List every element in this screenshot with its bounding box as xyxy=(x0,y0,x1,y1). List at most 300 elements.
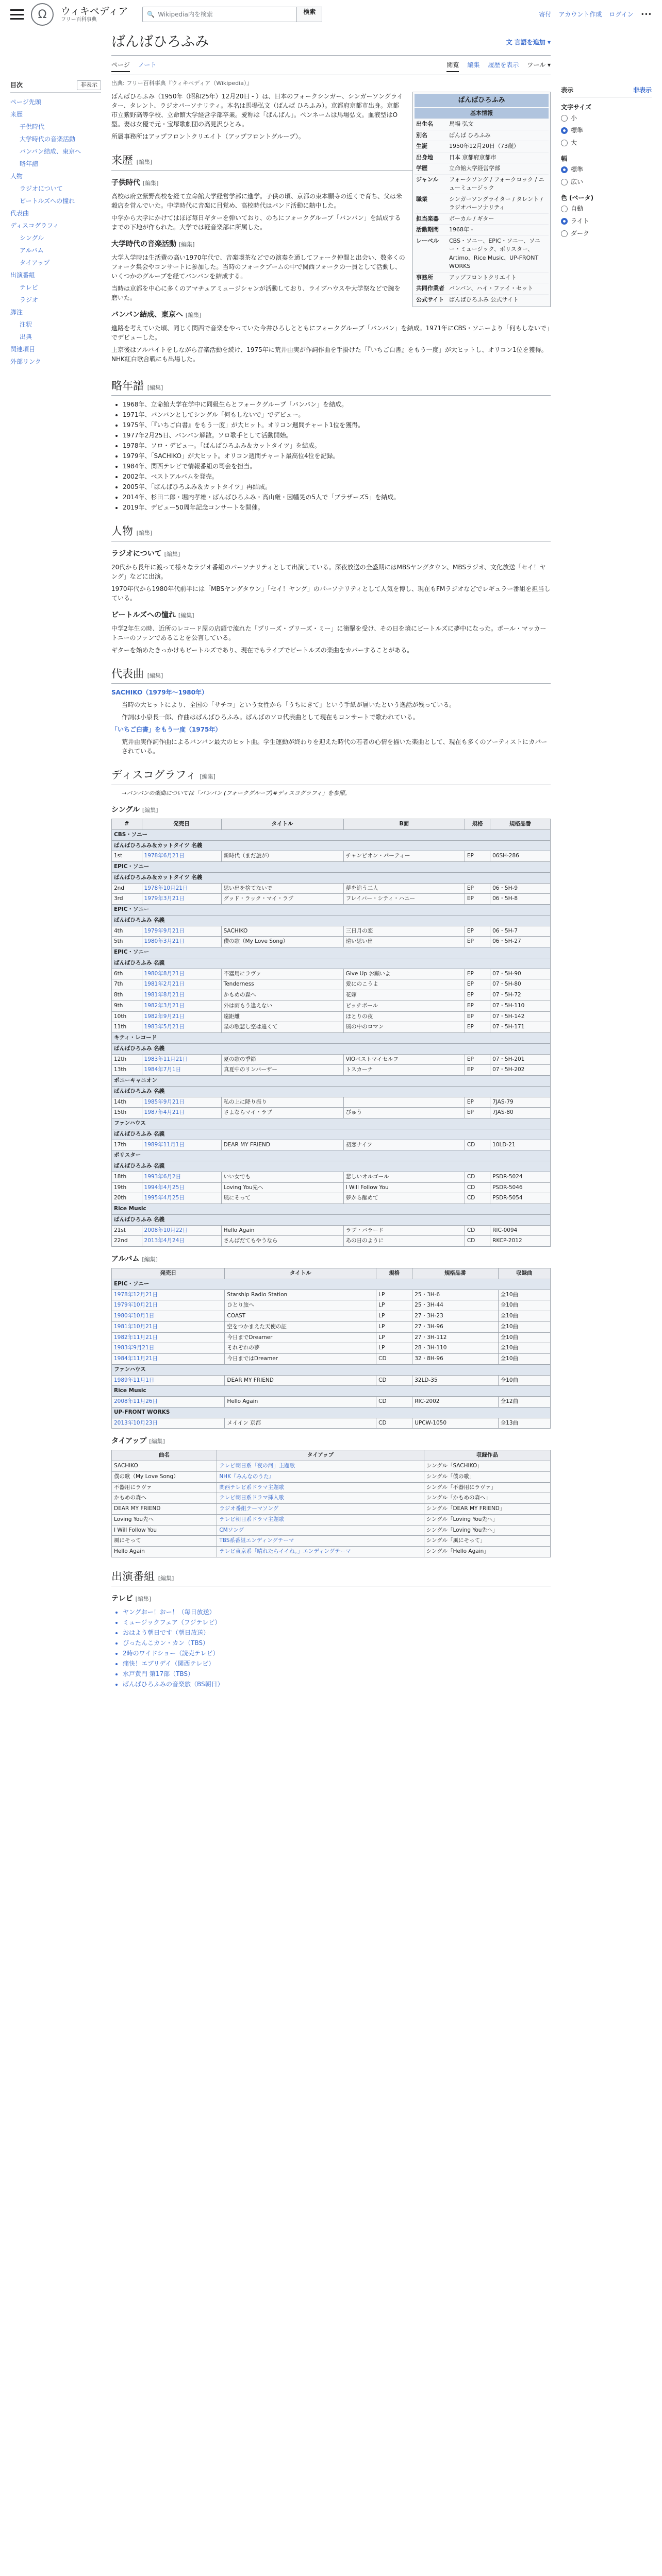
table-cell[interactable]: 関西テレビ系ドラマ主題歌 xyxy=(217,1482,424,1493)
table-cell[interactable]: 1978年6月21日 xyxy=(142,851,221,862)
search-button[interactable]: 検索 xyxy=(297,7,322,22)
chronology-list xyxy=(123,400,551,512)
paragraph: ギターを始めたきっかけもビートルズであり、現在でもライブでビートルズの楽曲をカバーすることがある。 xyxy=(111,646,413,654)
table-cell[interactable]: 1982年11月21日 xyxy=(112,1332,225,1343)
table-cell: 全10曲 xyxy=(498,1290,550,1300)
table-cell[interactable]: 新時代（まだ旅が） xyxy=(221,851,343,862)
radio-label: 大 xyxy=(571,139,577,146)
toc-item[interactable]: 略年譜 xyxy=(20,160,39,167)
toc-item[interactable]: ラジオについて xyxy=(20,184,63,192)
table-cell: 全10曲 xyxy=(498,1343,550,1354)
table-cell: シングル「Loving You先へ」 xyxy=(424,1525,550,1536)
column-header: 発売日 xyxy=(142,819,221,830)
table-cell: 19th xyxy=(112,1182,142,1193)
radio-option[interactable] xyxy=(561,202,652,215)
table-cell[interactable]: 不器用にラヴァ xyxy=(221,969,343,979)
toc-item[interactable]: ビートルズへの憧れ xyxy=(20,197,75,205)
table-cell[interactable]: 1981年8月21日 xyxy=(142,990,221,1001)
infobox-value: ボーカル / ギター xyxy=(449,215,494,222)
table-cell: 07・5H-171 xyxy=(490,1022,551,1033)
label-cell[interactable]: EPIC・ソニー xyxy=(112,1279,551,1290)
table-cell[interactable]: Tenderness xyxy=(221,979,343,990)
subsection-heading: ビートルズへの憧れ [編集] xyxy=(111,611,194,619)
table-cell[interactable]: 1987年4月21日 xyxy=(142,1108,221,1118)
table-cell[interactable]: 1994年4月25日 xyxy=(142,1182,221,1193)
table-cell[interactable]: 1983年11月21日 xyxy=(142,1054,221,1065)
label-cell[interactable]: CBS・ソニー xyxy=(112,829,551,840)
label-row xyxy=(112,1033,551,1044)
table-row xyxy=(112,1022,551,1033)
table-cell: CD xyxy=(465,1193,490,1204)
table-cell[interactable]: 1979年10月21日 xyxy=(112,1300,225,1311)
radio-option[interactable] xyxy=(561,163,652,176)
table-cell: EP xyxy=(465,979,490,990)
table-cell: EP xyxy=(465,969,490,979)
infobox-row xyxy=(415,224,549,235)
radio-option[interactable] xyxy=(561,227,652,240)
label-cell[interactable]: ファンハウス xyxy=(112,1364,551,1375)
table-cell[interactable]: 1993年6月2日 xyxy=(142,1172,221,1182)
create-account-link[interactable]: アカウント作成 xyxy=(558,11,602,18)
table-cell[interactable]: 1982年3月21日 xyxy=(142,1001,221,1011)
table-cell[interactable]: グッド・ラック・マイ・ラブ xyxy=(221,894,343,905)
song-heading[interactable]: 「いちご白書」をもう一度（1975年） xyxy=(111,726,222,733)
column-header: タイトル xyxy=(221,819,343,830)
table-cell[interactable]: かもめの森へ xyxy=(221,990,343,1001)
table-cell: 3rd xyxy=(112,894,142,905)
toc-item[interactable]: 関連項目 xyxy=(10,345,36,353)
table-cell: 14th xyxy=(112,1097,142,1108)
toc-item[interactable]: ページ先頭 xyxy=(10,98,41,106)
table-cell[interactable]: TBS系番組エンディングテーマ xyxy=(217,1536,424,1547)
list-item[interactable]: • 水戸黄門 第17部（TBS） xyxy=(123,1669,551,1679)
table-cell: 32・8H-96 xyxy=(412,1354,498,1365)
subsection-heading: シングル [編集] xyxy=(111,806,158,814)
table-cell[interactable]: 空をつかまえた天使の証 xyxy=(225,1321,376,1332)
radio-button[interactable] xyxy=(561,230,568,237)
tab-edit[interactable]: 編集 xyxy=(467,61,480,69)
radio-label: 自動 xyxy=(571,205,584,212)
label-row xyxy=(112,1161,551,1172)
table-cell[interactable]: 私の上に降り振り xyxy=(221,1097,343,1108)
table-cell: 21st xyxy=(112,1225,142,1236)
table-cell[interactable]: それぞれの夢 xyxy=(225,1343,376,1354)
table-cell: CD xyxy=(376,1354,412,1365)
user-tools xyxy=(539,10,652,19)
table-cell[interactable]: 1989年11月1日 xyxy=(142,1140,221,1150)
infobox-key: 出身地 xyxy=(416,154,433,161)
tab-tools[interactable]: ツール ▾ xyxy=(527,61,551,69)
list-item[interactable]: • おはよう朝日です（朝日放送） xyxy=(123,1628,551,1637)
table-cell[interactable]: 僕の歌（My Love Song） xyxy=(221,937,343,947)
main-menu-icon[interactable] xyxy=(10,9,24,20)
table-cell[interactable]: 真夏中のリンバーザー xyxy=(221,1065,343,1076)
table-cell: 2nd xyxy=(112,883,142,894)
edit-link[interactable]: [編集] xyxy=(135,1596,152,1603)
table-cell: UPCW-1050 xyxy=(412,1418,498,1429)
toc-item[interactable]: ディスコグラフィ xyxy=(10,222,59,229)
radio-label: 小 xyxy=(571,114,577,122)
label-row xyxy=(112,840,551,851)
edit-link[interactable]: [編集] xyxy=(158,1574,174,1582)
edit-link[interactable]: [編集] xyxy=(178,241,195,248)
table-cell: LP xyxy=(376,1332,412,1343)
table-cell[interactable]: さよならマイ・ラブ xyxy=(221,1108,343,1118)
toc-item[interactable]: 脚注 xyxy=(10,308,23,316)
table-cell[interactable]: 2013年10月23日 xyxy=(112,1418,225,1429)
edit-link[interactable]: [編集] xyxy=(147,384,163,391)
table-cell[interactable]: 1982年9月21日 xyxy=(142,1011,221,1022)
radio-button[interactable] xyxy=(561,218,568,225)
tab-talk[interactable]: ノート xyxy=(138,61,157,69)
label-row xyxy=(112,947,551,958)
table-row xyxy=(112,1182,551,1193)
tab-page[interactable]: ページ xyxy=(111,60,130,72)
table-cell: 10LD-21 xyxy=(490,1140,551,1150)
toc-item[interactable]: バンバン結成、東京へ xyxy=(20,147,81,155)
table-cell: 07・5H-90 xyxy=(490,969,551,979)
table-cell[interactable]: CMソング xyxy=(217,1525,424,1536)
list-item[interactable]: • 痛快！エブリデイ（関西テレビ） xyxy=(123,1659,551,1668)
table-cell[interactable]: 1984年7月1日 xyxy=(142,1065,221,1076)
list-item: • 2005年、「ばんばひろふみ＆カットタイツ」再結成。 xyxy=(123,482,551,492)
label-row xyxy=(112,1043,551,1054)
table-cell: シングル「Loving You先へ」 xyxy=(424,1514,550,1525)
donate-link[interactable]: 寄付 xyxy=(539,11,552,18)
infobox-value: ばんば ひろふみ xyxy=(449,131,491,139)
edit-link[interactable]: [編集] xyxy=(142,807,158,814)
label-cell[interactable]: ばんばひろふみ＆カットタイツ 名義 xyxy=(112,872,551,883)
table-cell[interactable]: 1983年9月21日 xyxy=(112,1343,225,1354)
infobox-row xyxy=(415,283,549,294)
infobox-row xyxy=(415,235,549,272)
toc-item[interactable]: 来歴 xyxy=(10,110,23,118)
toc-item[interactable]: 注釈 xyxy=(20,320,32,328)
tab-read[interactable]: 閲覧 xyxy=(446,60,459,72)
radio-option[interactable] xyxy=(561,215,652,227)
table-cell[interactable]: 1980年3月21日 xyxy=(142,937,221,947)
table-cell: 6th xyxy=(112,969,142,979)
label-row xyxy=(112,1118,551,1129)
site-header xyxy=(0,0,662,29)
toc-item[interactable]: タイアップ xyxy=(20,259,50,266)
table-cell: EP xyxy=(465,1054,490,1065)
table-cell[interactable]: 1980年10月1日 xyxy=(112,1311,225,1322)
table-cell[interactable]: DEAR MY FRIEND xyxy=(225,1375,376,1386)
table-cell[interactable]: 外は雨もう逢えない xyxy=(221,1001,343,1011)
table-cell: 5th xyxy=(112,937,142,947)
song-heading[interactable]: SACHIKO（1979年〜1980年） xyxy=(111,689,208,696)
search-input[interactable] xyxy=(142,7,297,22)
toc-item[interactable]: 出典 xyxy=(20,333,32,341)
edit-link[interactable]: [編集] xyxy=(147,672,163,679)
table-cell[interactable]: テレビ東京系「晴れたらイイね。」エンディングテーマ xyxy=(217,1547,424,1557)
column-header: 曲名 xyxy=(112,1450,217,1461)
table-cell: CD xyxy=(376,1375,412,1386)
table-cell: RIC-0094 xyxy=(490,1225,551,1236)
toc-item[interactable]: テレビ xyxy=(20,283,38,291)
table-cell: 全10曲 xyxy=(498,1311,550,1322)
table-cell: Hello Again xyxy=(112,1547,217,1557)
edit-link[interactable]: [編集] xyxy=(200,773,216,780)
table-cell: 全10曲 xyxy=(498,1354,550,1365)
table-row xyxy=(112,1343,551,1354)
label-cell[interactable]: Rice Music xyxy=(112,1204,551,1215)
table-cell: ほとりの夜 xyxy=(343,1011,465,1022)
table-cell[interactable]: 遠距離 xyxy=(221,1011,343,1022)
table-cell: RKCP-2012 xyxy=(490,1236,551,1247)
table-cell: 遠い思い出 xyxy=(343,937,465,947)
table-row xyxy=(112,1290,551,1300)
label-cell[interactable]: EPIC・ソニー xyxy=(112,862,551,873)
table-cell[interactable]: 今日までDreamer xyxy=(225,1332,376,1343)
label-cell[interactable]: ばんばひろふみ 名義 xyxy=(112,958,551,969)
toc-item[interactable]: 代表曲 xyxy=(10,209,29,217)
table-cell[interactable]: COAST xyxy=(225,1311,376,1322)
toc-item[interactable]: 子供時代 xyxy=(20,123,45,130)
paragraph: 作詞は小泉長一郎、作曲はばんばひろふみ。ばんばのソロ代表曲として現在もコンサートで歌われている。 xyxy=(122,714,419,721)
list-item: • 1979年、「SACHIKO」が大ヒット。オリコン週間チャート最高位4位を記録。 xyxy=(123,451,551,461)
table-cell: 07・5H-80 xyxy=(490,979,551,990)
table-cell[interactable]: ラジオ番組テーマソング xyxy=(217,1504,424,1515)
radio-button[interactable] xyxy=(561,166,568,173)
label-cell[interactable]: EPIC・ソニー xyxy=(112,947,551,958)
table-cell: 7JAS-80 xyxy=(490,1108,551,1118)
label-cell[interactable]: ばんばひろふみ 名義 xyxy=(112,1161,551,1172)
table-cell[interactable]: 風にそって xyxy=(221,1193,343,1204)
label-cell[interactable]: ファンハウス xyxy=(112,1118,551,1129)
tab-history[interactable]: 履歴を表示 xyxy=(488,61,519,69)
table-cell[interactable]: 夏の歌の季節 xyxy=(221,1054,343,1065)
table-cell: 15th xyxy=(112,1108,142,1118)
table-cell: シングル「僕の歌」 xyxy=(424,1471,550,1482)
subsection-heading: 子供時代 [編集] xyxy=(111,178,159,187)
table-cell[interactable]: 1979年9月21日 xyxy=(142,926,221,937)
label-cell[interactable]: ばんばひろふみ 名義 xyxy=(112,1129,551,1140)
table-row xyxy=(112,1097,551,1108)
table-cell[interactable]: テレビ朝日系ドラマ挿入歌 xyxy=(217,1493,424,1504)
edit-link[interactable]: [編集] xyxy=(149,1438,165,1445)
table-cell: 全10曲 xyxy=(498,1375,550,1386)
table-cell[interactable]: 星の歌悲し空は遠くて xyxy=(221,1022,343,1033)
toc-item[interactable]: 出演番組 xyxy=(10,271,36,279)
radio-button[interactable] xyxy=(561,206,568,212)
table-row xyxy=(112,883,551,894)
radio-option[interactable] xyxy=(561,176,652,188)
radio-button[interactable] xyxy=(561,115,568,122)
table-cell[interactable]: テレビ朝日系「夜の河」主題歌 xyxy=(217,1461,424,1472)
list-item: • 1971年、バンバンとしてシングル「何もしないで」でデビュー。 xyxy=(123,410,551,419)
table-row xyxy=(112,1375,551,1386)
table-cell[interactable]: 1980年8月21日 xyxy=(142,969,221,979)
table-cell[interactable]: NHK『みんなのうた』 xyxy=(217,1471,424,1482)
table-cell: EP xyxy=(465,1065,490,1076)
table-cell[interactable]: Starship Radio Station xyxy=(225,1290,376,1300)
radio-option[interactable] xyxy=(561,124,652,137)
table-row xyxy=(112,1225,551,1236)
table-cell[interactable]: 2008年11月26日 xyxy=(112,1397,225,1408)
table-cell[interactable]: 2008年10月22日 xyxy=(142,1225,221,1236)
table-cell: EP xyxy=(465,1108,490,1118)
table-cell: 愛にのこうよ xyxy=(343,979,465,990)
table-of-contents xyxy=(10,29,101,1693)
table-cell: かもめの森へ xyxy=(112,1493,217,1504)
table-cell[interactable]: ひとり旅へ xyxy=(225,1300,376,1311)
table-cell[interactable]: テレビ朝日系ドラマ主題歌 xyxy=(217,1514,424,1525)
table-cell[interactable]: 1989年11月1日 xyxy=(112,1375,225,1386)
toc-item[interactable]: 人物 xyxy=(10,172,23,180)
table-cell[interactable]: 1995年4月25日 xyxy=(142,1193,221,1204)
infobox-key: 職業 xyxy=(416,195,427,202)
table-cell: あの日のように xyxy=(343,1236,465,1247)
table-cell: Give Up お願いよ xyxy=(343,969,465,979)
site-logo[interactable] xyxy=(61,6,128,23)
table-cell[interactable]: 思い出を捨てないで xyxy=(221,883,343,894)
table-row xyxy=(112,979,551,990)
toc-item[interactable]: アルバム xyxy=(20,246,44,254)
paragraph: 1970年代から1980年代前半には「MBSヤングタウン」「セイ！ヤング」のパーソナリティとして人気を博し、現在もFMラジオなどでレギュラー番組を担当している。 xyxy=(111,585,551,602)
table-cell: 僕の歌（My Love Song） xyxy=(112,1471,217,1482)
table-cell: SACHIKO xyxy=(112,1461,217,1472)
radio-option[interactable] xyxy=(561,137,652,149)
table-cell: 06・5H-8 xyxy=(490,894,551,905)
table-row xyxy=(112,1054,551,1065)
table-cell[interactable]: さんぱだてもやうなら xyxy=(221,1236,343,1247)
table-cell: 07・5H-110 xyxy=(490,1001,551,1011)
table-cell: LP xyxy=(376,1343,412,1354)
table-cell[interactable]: Hello Again xyxy=(221,1225,343,1236)
table-cell[interactable]: 1978年12月21日 xyxy=(112,1290,225,1300)
table-cell: 1st xyxy=(112,851,142,862)
table-cell: ラブ・バラード xyxy=(343,1225,465,1236)
table-cell: シングル「DEAR MY FRIEND」 xyxy=(424,1504,550,1515)
table-cell[interactable]: 1978年10月21日 xyxy=(142,883,221,894)
label-cell[interactable]: ばんばひろふみ＆カットタイツ 名義 xyxy=(112,840,551,851)
subsection-heading: テレビ [編集] xyxy=(111,1595,152,1603)
edit-link[interactable]: [編集] xyxy=(136,159,153,165)
toc-item[interactable]: 大学時代の音楽活動 xyxy=(20,135,76,143)
table-cell: EP xyxy=(465,926,490,937)
list-item[interactable]: • ミュージックフェア（フジテレビ） xyxy=(123,1618,551,1627)
edit-link[interactable]: [編集] xyxy=(178,612,194,619)
table-cell: 25・3H-44 xyxy=(412,1300,498,1311)
table-cell[interactable]: 1981年2月21日 xyxy=(142,979,221,990)
label-cell[interactable]: ばんばひろふみ 名義 xyxy=(112,915,551,926)
edit-link[interactable]: [編集] xyxy=(164,550,180,557)
albums-table xyxy=(111,1268,551,1429)
toc-hide-button[interactable]: 非表示 xyxy=(77,80,101,90)
list-item[interactable]: • ヤングおー！おー！（毎日放送） xyxy=(123,1607,551,1617)
label-cell[interactable]: EPIC・ソニー xyxy=(112,905,551,916)
list-item[interactable]: • 2時のワイドショー（読売テレビ） xyxy=(123,1649,551,1658)
table-cell[interactable]: いい女でも xyxy=(221,1172,343,1182)
column-header: 規格品番 xyxy=(412,1268,498,1279)
table-cell[interactable]: Hello Again xyxy=(225,1397,376,1408)
edit-link[interactable]: [編集] xyxy=(136,530,153,536)
infobox-row xyxy=(415,272,549,283)
infobox-key: 担当楽器 xyxy=(416,215,439,222)
radio-button[interactable] xyxy=(561,140,568,146)
table-row xyxy=(112,1547,551,1557)
label-cell[interactable]: ばんばひろふみ 名義 xyxy=(112,1214,551,1225)
wikipedia-globe-icon[interactable]: Ω xyxy=(31,3,54,26)
table-cell[interactable]: 1981年10月21日 xyxy=(112,1321,225,1332)
toc-item[interactable]: シングル xyxy=(20,234,44,242)
table-row xyxy=(112,1140,551,1150)
table-cell: トスカーナ xyxy=(343,1065,465,1076)
table-cell[interactable]: メイイン 京都 xyxy=(225,1418,376,1429)
infobox-row xyxy=(415,141,549,152)
infobox-row xyxy=(415,130,549,141)
infobox-value: フォークソング / フォークロック / ニューミュージック xyxy=(449,176,544,191)
table-cell: 10th xyxy=(112,1011,142,1022)
paragraph: 上京後はアルバイトをしながら音楽活動を続け、1975年に荒井由実が作詞作曲を手掛けた「『いちご白書』をもう一度」が大ヒットし、オリコン1位を獲得。NHK紅白歌合戦にも出場した。 xyxy=(111,346,548,363)
table-cell[interactable]: DEAR MY FRIEND xyxy=(221,1140,343,1150)
section-heading: 代表曲 [編集] xyxy=(111,666,551,684)
radio-option[interactable] xyxy=(561,112,652,124)
toc-item[interactable]: ラジオ xyxy=(20,296,39,303)
edit-link[interactable]: [編集] xyxy=(185,311,202,318)
table-cell[interactable]: 1985年9月21日 xyxy=(142,1097,221,1108)
edit-link[interactable]: [編集] xyxy=(142,1256,158,1263)
table-cell: 11th xyxy=(112,1022,142,1033)
infobox-key: 公式サイト xyxy=(416,296,444,303)
label-cell[interactable]: Rice Music xyxy=(112,1386,551,1397)
infobox-key: 生誕 xyxy=(416,143,427,149)
table-cell[interactable]: Loving You先へ xyxy=(221,1182,343,1193)
label-cell[interactable]: キティ・レコード xyxy=(112,1033,551,1044)
radio-button[interactable] xyxy=(561,179,568,185)
column-header: タイトル xyxy=(225,1268,376,1279)
paragraph: 中学2年生の時、近所のレコード屋の店頭で流れた「プリーズ・プリーズ・ミー」に衝撃を受け、その日を境にビートルズに夢中になった。ポール・マッカートニーのファンであることを公言している。 xyxy=(111,624,547,641)
table-cell[interactable]: 1983年5月21日 xyxy=(142,1022,221,1033)
column-header: 規格 xyxy=(465,819,490,830)
table-cell[interactable]: 1984年11月21日 xyxy=(112,1354,225,1365)
table-cell[interactable]: SACHIKO xyxy=(221,926,343,937)
list-item[interactable]: • ぴったんこカン・カン（TBS） xyxy=(123,1638,551,1648)
appearance-hide-button[interactable]: 非表示 xyxy=(633,87,652,94)
infobox-key: 出生名 xyxy=(416,121,433,127)
add-languages-button[interactable]: 文 言語を追加 ▾ xyxy=(506,39,551,46)
table-cell[interactable]: 2013年4月24日 xyxy=(142,1236,221,1247)
table-cell: 07・5H-202 xyxy=(490,1065,551,1076)
table-cell: CD xyxy=(465,1225,490,1236)
label-cell[interactable]: ばんばひろふみ 名義 xyxy=(112,1086,551,1097)
search-placeholder: Wikipedia内を検索 xyxy=(158,11,213,18)
table-row xyxy=(112,1311,551,1322)
label-cell[interactable]: ポニーキャニオン xyxy=(112,1076,551,1087)
label-cell[interactable]: UP-FRONT WORKS xyxy=(112,1407,551,1418)
page-tabs xyxy=(111,58,551,75)
table-row xyxy=(112,1321,551,1332)
table-row xyxy=(112,1172,551,1182)
label-cell[interactable]: ポリスター xyxy=(112,1150,551,1161)
toc-item[interactable]: 外部リンク xyxy=(10,358,41,365)
label-cell[interactable]: ばんばひろふみ 名義 xyxy=(112,1043,551,1054)
table-cell: Loving You先へ xyxy=(112,1514,217,1525)
table-cell[interactable]: 今日まではDreamer xyxy=(225,1354,376,1365)
table-row xyxy=(112,1300,551,1311)
login-link[interactable]: ログイン xyxy=(609,11,634,18)
table-cell: 18th xyxy=(112,1172,142,1182)
logo-title: ウィキペディア xyxy=(61,6,128,18)
table-cell: 06SH-286 xyxy=(490,851,551,862)
radio-button[interactable] xyxy=(561,127,568,134)
table-cell[interactable]: 1979年3月21日 xyxy=(142,894,221,905)
list-item[interactable]: • ばんばひろふみの音楽旅（BS朝日） xyxy=(123,1680,551,1689)
more-tools-icon[interactable]: ••• xyxy=(640,11,652,18)
edit-link[interactable]: [編集] xyxy=(142,179,159,187)
